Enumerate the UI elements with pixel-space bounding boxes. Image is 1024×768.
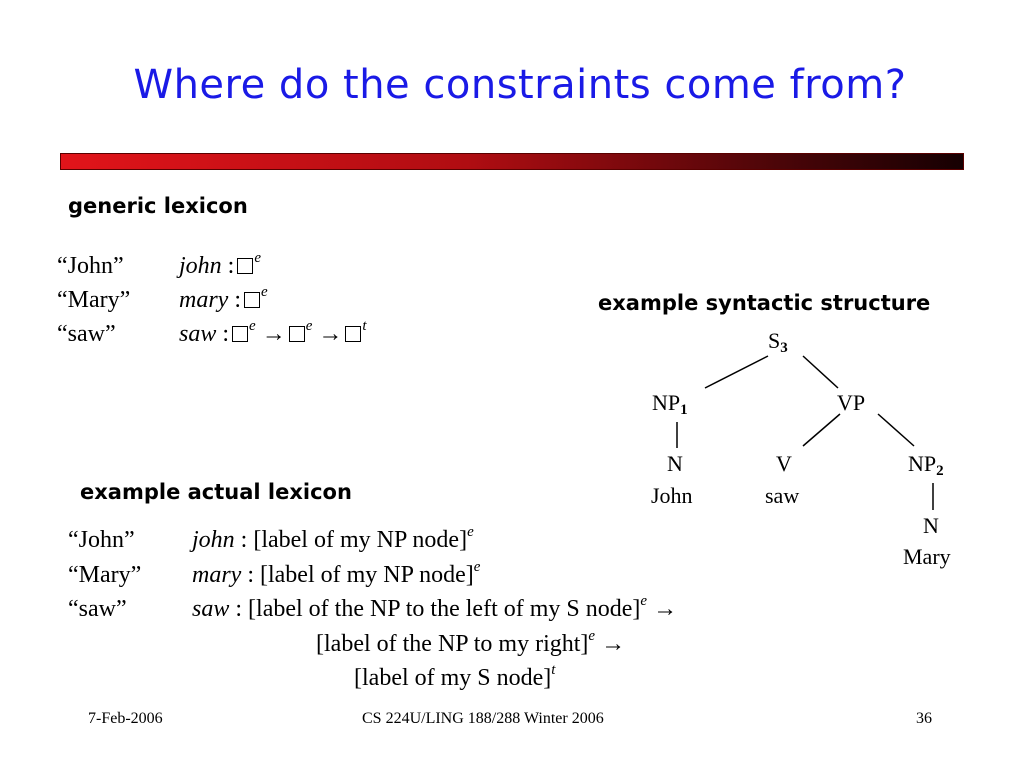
type-sup: t: [551, 662, 556, 678]
slide-title: Where do the constraints come from?: [133, 62, 907, 108]
edge-vp-np2: [878, 414, 914, 446]
type-arrow: →: [595, 631, 626, 657]
lexicon-type: : [label of the NP to the left of my S node]: [235, 596, 641, 622]
lexicon-sem: mary: [192, 562, 242, 588]
type-sup: t: [362, 318, 367, 334]
tree-leaf-john: John: [651, 483, 693, 508]
lexicon-type: : [label of my NP node]: [247, 562, 474, 588]
lexicon-type: [label of the NP to my right]: [316, 631, 589, 657]
lexicon-word: “saw”: [57, 321, 116, 347]
tree-node-n2: N: [923, 513, 939, 538]
lexicon-sem: saw: [192, 596, 230, 622]
lexicon-word: “John”: [68, 527, 135, 553]
actual-lexicon-heading: example actual lexicon: [80, 480, 352, 504]
syntax-heading: example syntactic structure: [598, 291, 931, 315]
actual-lexicon-entry-john: [68, 524, 828, 559]
type-sup: e: [467, 524, 474, 540]
tree-leaf-saw: saw: [765, 483, 800, 508]
lexicon-word: “Mary”: [68, 562, 142, 588]
type-sup: e: [254, 250, 262, 266]
lexicon-type: [label of my S node]: [354, 665, 552, 691]
footer-page-number: 36: [916, 710, 932, 727]
type-sup: e: [473, 559, 481, 575]
lexicon-sem: john: [192, 527, 235, 553]
edge-s-np1: [705, 356, 768, 388]
tree-node-v: V: [776, 451, 792, 476]
lexicon-sem: saw: [179, 321, 217, 347]
tree-node-n1: N: [667, 451, 683, 476]
actual-lexicon-entry-mary: [68, 559, 828, 594]
lexicon-word: “John”: [57, 253, 124, 279]
tree-node-s: $S_3$: [768, 328, 788, 356]
generic-lexicon-heading: generic lexicon: [68, 194, 248, 218]
tree-node-np1: $NP_1$: [652, 390, 688, 418]
tree-node-vp: VP: [837, 390, 866, 415]
type-sup: e: [588, 628, 596, 644]
actual-lexicon-continuation-2: [354, 662, 654, 697]
type-sup: e: [261, 284, 268, 300]
actual-lexicon-entry-saw: [68, 593, 858, 628]
type-arrow: →: [647, 596, 678, 622]
type-arrow: →: [318, 321, 343, 347]
lexicon-type: : [label of my NP node]: [240, 527, 468, 553]
footer-date: 7-Feb-2006: [88, 710, 163, 727]
actual-lexicon-continuation-1: [316, 628, 736, 663]
lexicon-word: “Mary”: [57, 287, 131, 313]
lexicon-colon: :: [227, 253, 235, 279]
lexicon-colon: :: [234, 287, 241, 313]
tree-leaf-mary: Mary: [903, 544, 951, 569]
tree-node-np2: $NP_2$: [908, 451, 944, 479]
type-sup: e: [249, 318, 256, 334]
lexicon-word: “saw”: [68, 596, 127, 622]
type-sup: e: [305, 318, 313, 334]
footer-course: CS 224U/LING 188/288 Winter 2006: [362, 710, 604, 727]
lexicon-colon: :: [222, 321, 230, 347]
edge-s-vp: [803, 356, 838, 388]
lexicon-sem: john: [179, 253, 222, 279]
type-sup: e: [640, 593, 648, 609]
lexicon-sem: mary: [179, 287, 229, 313]
type-arrow: →: [261, 321, 286, 347]
edge-vp-v: [803, 414, 840, 446]
